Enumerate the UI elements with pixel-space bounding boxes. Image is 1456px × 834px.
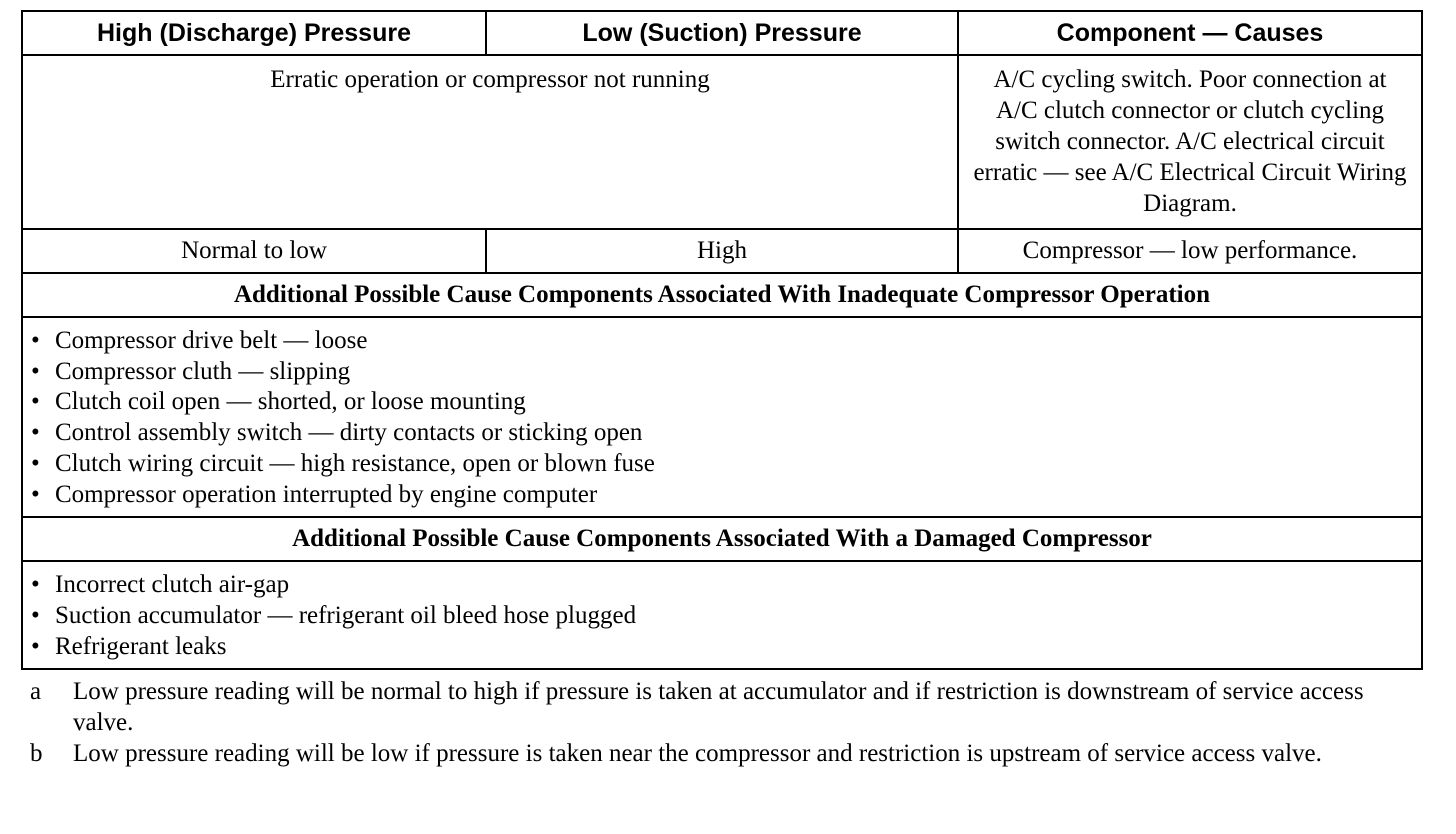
compressor-causes-cell: Compressor — low performance. — [958, 229, 1422, 273]
bullet-icon: • — [31, 419, 40, 447]
section-list-row — [22, 317, 1422, 517]
footnote-a — [30, 676, 1420, 738]
damaged-compressor-list-cell — [22, 561, 1422, 669]
inadequate-operation-list — [31, 326, 1421, 510]
bullet-icon: • — [31, 388, 40, 416]
list-item — [31, 570, 1421, 601]
damaged-compressor-heading: Additional Possible Cause Components Associated With a Damaged Compressor — [22, 517, 1422, 561]
list-item — [31, 357, 1421, 388]
list-item — [31, 449, 1421, 480]
table-row — [22, 229, 1422, 273]
list-item-text: Incorrect clutch air-gap — [55, 571, 290, 599]
list-item-text: Refrigerant leaks — [55, 632, 227, 660]
list-item — [31, 601, 1421, 632]
footnotes — [30, 676, 1420, 769]
list-item-text: Compressor drive belt — loose — [55, 327, 368, 354]
section-heading-row — [22, 517, 1422, 561]
header-low-pressure: Low (Suction) Pressure — [486, 11, 958, 55]
section-list-row — [22, 561, 1422, 669]
cycling-switch-causes-cell: A/C cycling switch. Poor connection at A/C clutch connector or clutch cycling switch connector. A/C electrical circuit erratic — see A/C Electrical Circuit Wiring Diagram. — [958, 55, 1422, 229]
low-pressure-value: High — [486, 229, 958, 273]
bullet-icon: • — [31, 480, 40, 508]
list-item — [31, 387, 1421, 418]
high-pressure-value: Normal to low — [22, 229, 486, 273]
bullet-icon: • — [31, 449, 40, 477]
diagnosis-table — [21, 10, 1423, 670]
bullet-icon: • — [31, 327, 40, 354]
inadequate-operation-heading: Additional Possible Cause Components Associated With Inadequate Compressor Operation — [22, 273, 1422, 317]
bullet-icon: • — [31, 357, 40, 385]
header-row — [22, 11, 1422, 55]
list-item — [31, 480, 1421, 511]
bullet-icon: • — [31, 571, 40, 599]
footnote-b — [30, 738, 1420, 769]
section-heading-row — [22, 273, 1422, 317]
list-item — [31, 632, 1421, 663]
list-item — [31, 418, 1421, 449]
footnote-mark: a — [30, 678, 42, 705]
list-item-text: Compressor cluth — slipping — [55, 357, 351, 385]
inadequate-operation-list-cell — [22, 317, 1422, 517]
footnote-text: Low pressure reading will be low if pressure is taken near the compressor and restriction is upstream of service access valve. — [73, 740, 1322, 767]
bullet-icon: • — [31, 632, 40, 660]
list-item-text: Clutch wiring circuit — high resistance, open or blown fuse — [55, 449, 655, 477]
damaged-compressor-list — [31, 570, 1421, 662]
erratic-operation-cell: Erratic operation or compressor not running — [22, 55, 958, 229]
list-item-text: Control assembly switch — dirty contacts or sticking open — [55, 419, 643, 447]
list-item-text: Suction accumulator — refrigerant oil bleed hose plugged — [55, 601, 637, 629]
list-item-text: Compressor operation interrupted by engine computer — [55, 480, 598, 508]
list-item — [31, 326, 1421, 357]
list-item-text: Clutch coil open — shorted, or loose mounting — [55, 388, 526, 416]
footnote-mark: b — [30, 740, 43, 767]
bullet-icon: • — [31, 601, 40, 629]
table-row — [22, 55, 1422, 229]
footnote-text: Low pressure reading will be normal to high if pressure is taken at accumulator and if restriction is downstream of service access valve. — [73, 678, 1364, 736]
header-component-causes: Component — Causes — [958, 11, 1422, 55]
header-high-pressure: High (Discharge) Pressure — [22, 11, 486, 55]
